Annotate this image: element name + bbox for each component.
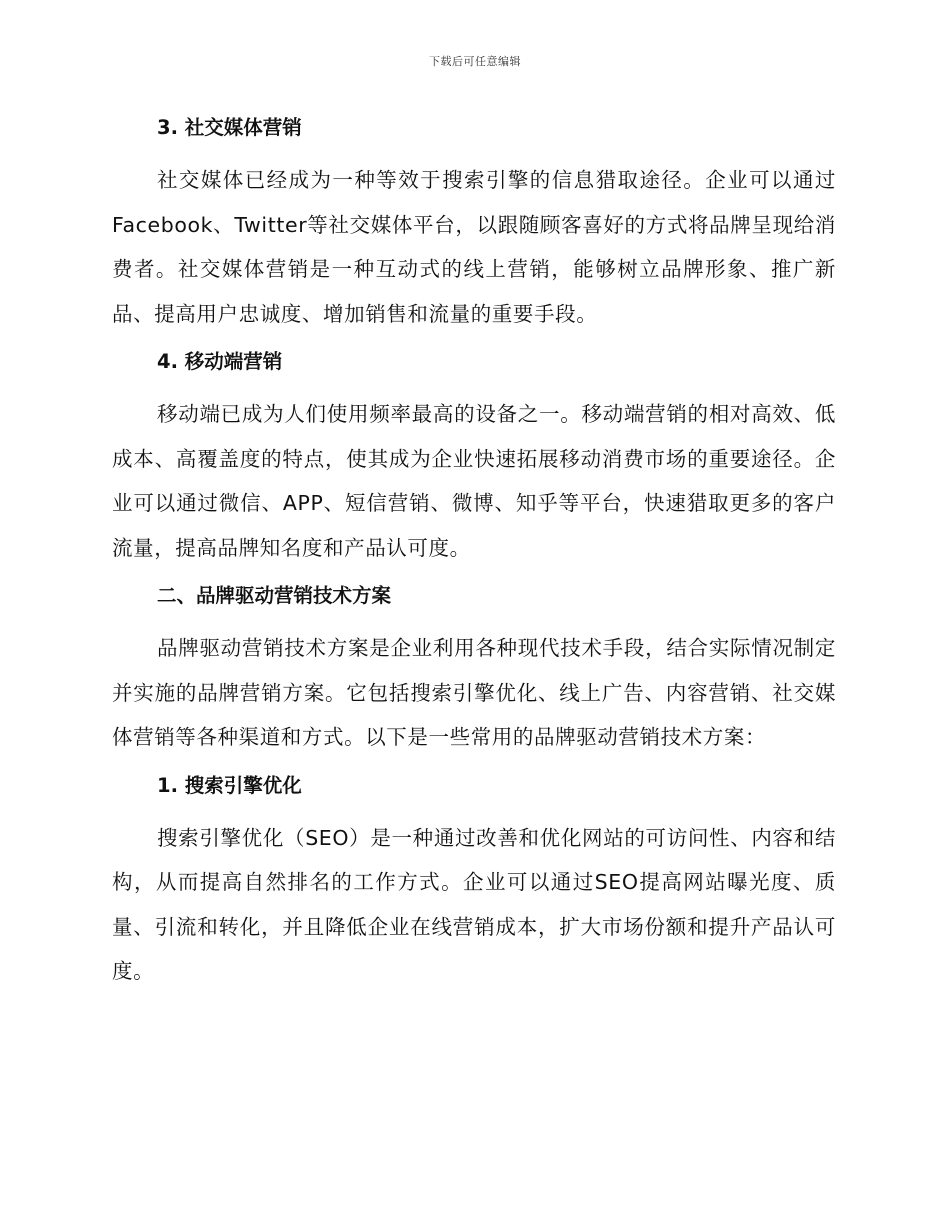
section-paragraph-mobile: 移动端已成为人们使用频率最高的设备之一。移动端营销的相对高效、低成本、高覆盖度的特点，使其成为企业快速拓展移动消费市场的重要途径。企业可以通过微信、APP、短信营销、微博、知乎等平台，快速猎取更多的客户流量，提高品牌知名度和产品认可度。	[112, 402, 836, 560]
section-paragraph-seo: 搜索引擎优化（SEO）是一种通过改善和优化网站的可访问性、内容和结构，从而提高自然排名的工作方式。企业可以通过SEO提高网站曝光度、质量、引流和转化，并且降低企业在线营销成本，扩大市场份额和提升产品认可度。	[112, 825, 836, 983]
section-paragraph-social-media: 社交媒体已经成为一种等效于搜索引擎的信息猎取途径。企业可以通过Facebook、Twitter等社交媒体平台，以跟随顾客喜好的方式将品牌呈现给消费者。社交媒体营销是一种互动式的线上营销，能够树立品牌形象、推广新品、提高用户忠诚度、增加销售和流量的重要手段。	[112, 168, 836, 326]
document-body	[112, 112, 836, 1004]
section-heading-mobile: 4. 移动端营销	[157, 350, 283, 373]
section-paragraph-brand-tech: 品牌驱动营销技术方案是企业利用各种现代技术手段，结合实际情况制定并实施的品牌营销方案。它包括搜索引擎优化、线上广告、内容营销、社交媒体营销等各种渠道和方式。以下是一些常用的品牌驱动营销技术方案：	[112, 636, 836, 749]
page-header: 下载后可任意编辑	[429, 55, 521, 68]
section-heading-brand-tech: 二、品牌驱动营销技术方案	[157, 584, 392, 607]
section-heading-social-media: 3. 社交媒体营销	[157, 116, 302, 139]
section-heading-seo: 1. 搜索引擎优化	[157, 773, 302, 797]
